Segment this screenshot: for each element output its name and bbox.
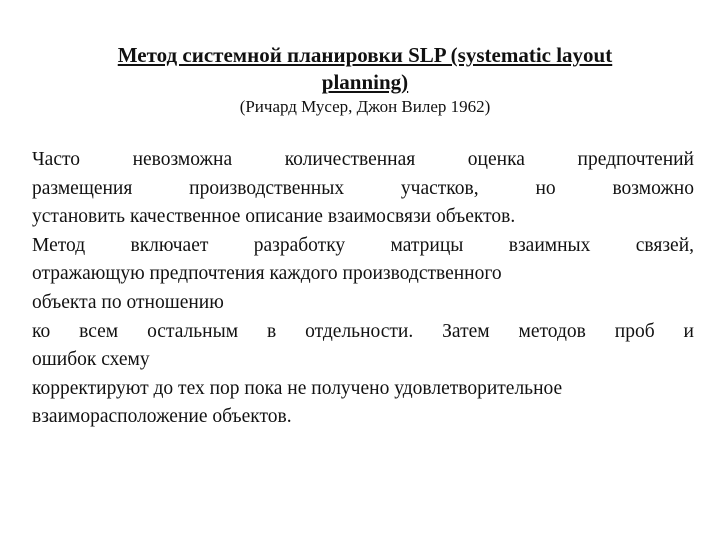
slide-title-line-1: Метод системной планировки SLP (systematic layout [117,43,613,67]
body-paragraph [32,146,694,432]
body-line-6: объекта по отношению [32,291,224,313]
body-line-7: ко всем остальным в отдельности. Затем методов проб и [32,320,694,342]
body-line-10: взаиморасположение объектов. [32,406,292,428]
slide-title-line-2: planning) [321,70,409,94]
body-line-3: установить качественное описание взаимосвязи объектов. [32,206,516,228]
body-line-9: корректируют до тех пор пока не получено удовлетворительное [32,377,563,399]
body-line-1: Часто невозможна количественная оценка предпочтений [32,149,694,170]
slide-subtitle: (Ричард Мусер, Джон Вилер 1962) [239,97,491,116]
body-line-2: размещения производственных участков, но возможно [32,177,694,199]
slide-title [60,42,670,96]
body-line-5: отражающую предпочтения каждого производственного [32,263,502,285]
body-line-8: ошибок схему [32,349,150,371]
body-line-4: Метод включает разработку матрицы взаимных связей, [32,234,694,256]
